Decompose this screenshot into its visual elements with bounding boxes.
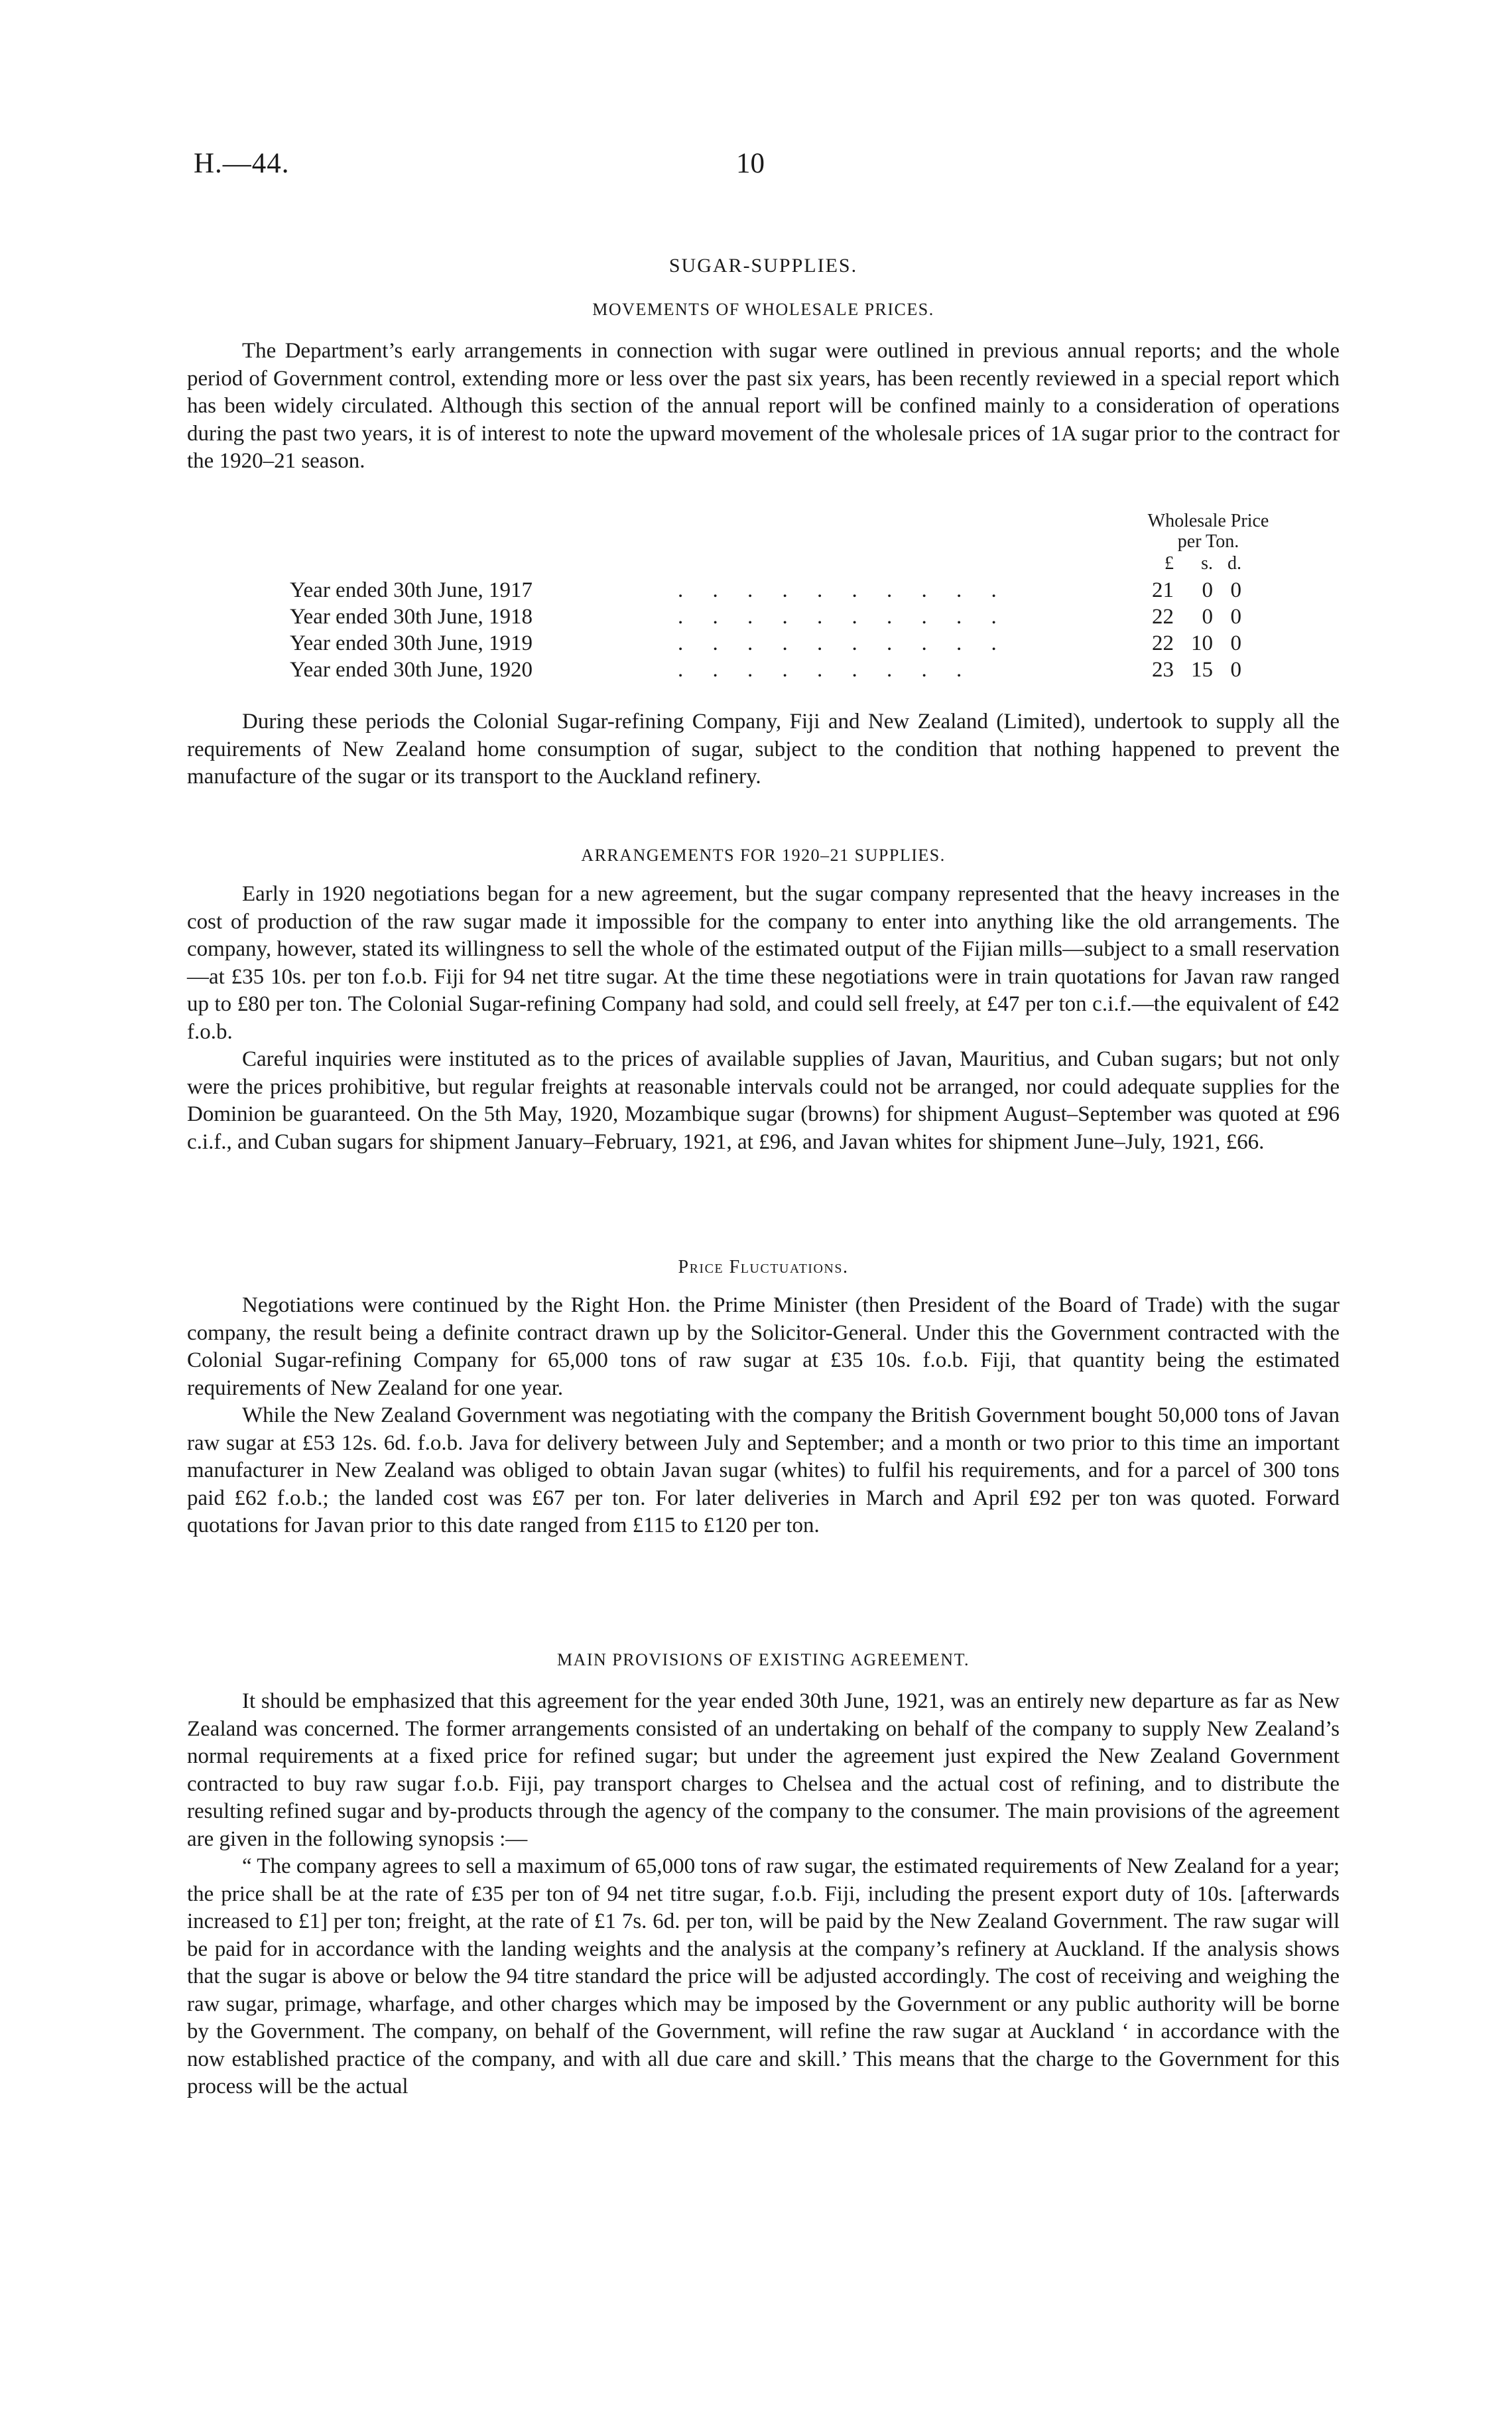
row-label: Year ended 30th June, 1920 [290,658,533,682]
paragraph: Careful inquiries were instituted as to the prices of available supplies of Javan, Mauritius, and Cuban sugars; but not only were the prices prohibitive, but regular freights at reasonable intervals could not be arranged, nor could adequate supplies for the Dominion be guaranteed. On the 5th May, 1920, Mozambique sugar (browns) for shipment August–September was quoted at £96 c.i.f., and Cuban sugars for shipment January–February, 1921, at £96, and Javan whites for shipment June–July, 1921, £66. [187,1047,1340,1154]
row-shillings: 0 [1202,605,1213,629]
unit-pence: d. [1228,553,1241,574]
document-code: H.—44. [194,148,290,179]
section-title-arrangements: ARRANGEMENTS FOR 1920–21 SUPPLIES. [581,846,946,865]
paragraph: The Department’s early arrangements in connection with sugar were outlined in previous annual reports; and the whole period of Government control, extending more or less over the past six years, has been recently reviewed in a special report which has been widely circulated. Although this section of the annual report will be confined mainly to a consideration of operations during the past two years, it is of interest to note the upward movement of the wholesale prices of 1A sugar prior to the contract for the 1920–21 season. [187,339,1340,473]
row-label: Year ended 30th June, 1918 [290,605,533,629]
row-pounds: 23 [1152,658,1174,682]
paragraph: Early in 1920 negotiations began for a new agreement, but the sugar company represented that the heavy increases in the cost of production of the raw sugar made it impossible for the company to enter into anything like the old arrangements. The company, however, stated its willingness to sell the whole of the estimated output of the Fijian mills—subject to a small reservation—at £35 10s. per ton f.o.b. Fiji for 94 net titre sugar. At the time these negotiations were in train quotations for Javan raw ranged up to £80 per ton. The Colonial Sugar-refining Company had sold, and could sell freely, at £47 per ton c.i.f.—the equivalent of £42 f.o.b. [187,882,1340,1044]
row-label: Year ended 30th June, 1917 [290,578,533,602]
row-leaders: . . . . . . . . . . [678,631,1009,655]
page-number: 10 [736,148,765,179]
row-pounds: 22 [1152,605,1174,629]
section-title-main-provisions: MAIN PROVISIONS OF EXISTING AGREEMENT. [556,1650,970,1669]
row-pence: 0 [1230,605,1241,629]
paragraph: Negotiations were continued by the Right Hon. the Prime Minister (then President of the Board of Trade) with the sugar company, the result being a definite contract drawn up by the Solicitor-General. Under this the Government contracted with the Colonial Sugar-refining Company for 65,000 tons of raw sugar at £35 10s. f.o.b. Fiji, that quantity being the estimated requirements of New Zealand for one year. [187,1293,1340,1400]
table-row [187,605,1340,631]
paragraph: “ The company agrees to sell a maximum of 65,000 tons of raw sugar, the estimated requirements of New Zealand for a year; the price shall be at the rate of £35 per ton of 94 net titre sugar, f.o.b. Fiji, including the present export duty of 10s. [afterwards increased to £1] per ton; freight, at the rate of £1 7s. 6d. per ton, will be paid by the New Zealand Government. The raw sugar will be paid for in accordance with the landing weights and the analysis at the company’s refinery at Auckland. If the analysis shows that the sugar is above or below the 94 titre standard the price will be adjusted accordingly. The cost of receiving and weighing the raw sugar, primage, wharfage, and other charges which may be imposed by the Government or any public authority will be borne by the Government. The company, on behalf of the Government, will refine the raw sugar at Auckland ‘ in accordance with the now established practice of the company, and with all due care and skill.’ This means that the charge to the Government for this process will be the actual [187,1854,1340,2098]
row-label: Year ended 30th June, 1919 [290,631,533,655]
paragraph: While the New Zealand Government was negotiating with the company the British Government bought 50,000 tons of Javan raw sugar at £53 12s. 6d. f.o.b. Java for delivery between July and September; and a month or two prior to this time an important manufacturer in New Zealand was obliged to obtain Javan sugar (whites) to fulfil his requirements, and for a parcel of 300 tons paid £62 f.o.b.; the landed cost was £67 per ton. For later deliveries in March and April £92 per ton was quoted. Forward quotations for Javan prior to this date ranged from £115 to £120 per ton. [187,1403,1340,1537]
table-row [187,631,1340,658]
paragraph: It should be emphasized that this agreement for the year ended 30th June, 1921, was an entirely new departure as far as New Zealand was concerned. The former arrangements consisted of an undertaking on behalf of the company to supply New Zealand’s normal requirements at a fixed price for refined sugar; but under the agreement just expired the New Zealand Government contracted to buy raw sugar f.o.b. Fiji, pay transport charges to Chelsea and the actual cost of refining, and to distribute the resulting refined sugar and by-products through the agency of the company to the consumer. The main provisions of the agreement are given in the following synopsis :— [187,1689,1340,1851]
paragraph-refining-company [187,708,1340,791]
row-shillings: 15 [1191,658,1213,682]
row-pence: 0 [1230,631,1241,655]
table-row [187,578,1340,605]
table-units-row [187,553,1340,580]
table-header-per-ton: per Ton. [1177,531,1239,552]
section1-body [187,338,1340,476]
wholesale-price-table [187,511,1340,696]
row-pence: 0 [1230,658,1241,682]
row-pounds: 21 [1152,578,1174,602]
unit-shillings: s. [1201,553,1213,574]
row-leaders: . . . . . . . . . [678,658,974,682]
section3-body [187,1292,1340,1540]
row-pence: 0 [1230,578,1241,602]
row-shillings: 0 [1202,578,1213,602]
section-subtitle-wholesale-prices: MOVEMENTS OF WHOLESALE PRICES. [592,300,934,319]
row-leaders: . . . . . . . . . . [678,578,1009,602]
section-title-sugar-supplies: SUGAR-SUPPLIES. [668,255,858,277]
section2-body [187,881,1340,1156]
table-header-wholesale-price: Wholesale Price [1147,511,1269,531]
section-title-price-fluctuations: Price Fluctuations. [678,1257,849,1277]
row-leaders: . . . . . . . . . . [678,605,1009,629]
table-row [187,658,1340,684]
row-shillings: 10 [1191,631,1213,655]
row-pounds: 22 [1152,631,1174,655]
paragraph: During these periods the Colonial Sugar-refining Company, Fiji and New Zealand (Limited), undertook to supply all the requirements of New Zealand home consumption of sugar, subject to the condition that nothing happened to prevent the manufacture of the sugar or its transport to the Auckland refinery. [187,710,1340,789]
unit-pounds: £ [1165,553,1174,574]
section4-body [187,1688,1340,2101]
